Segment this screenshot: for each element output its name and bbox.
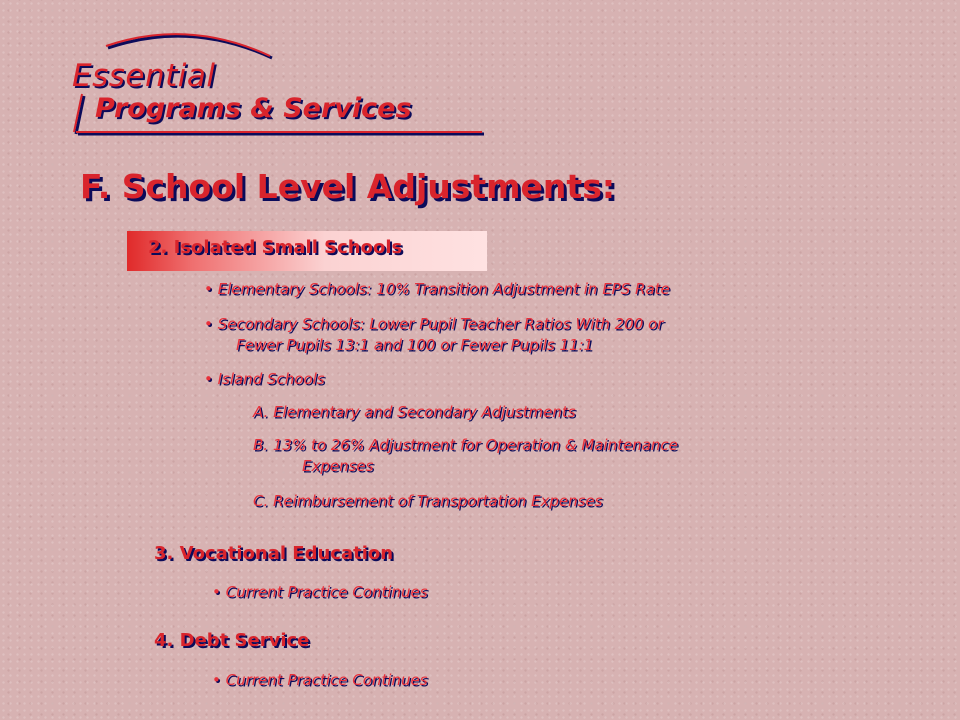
logo-essential-text: Essential [72, 58, 216, 94]
section-3-bullet: • Current Practice Continues [212, 583, 428, 601]
island-item-b-line2: Expenses [302, 457, 374, 475]
island-item-a: A. Elementary and Secondary Adjustments [253, 403, 576, 421]
bullet-island-schools: • Island Schools [204, 370, 325, 388]
bullet-secondary-schools-line2: Fewer Pupils 13:1 and 100 or Fewer Pupils 11:1 [236, 336, 594, 354]
bullet-secondary-schools-line1: • Secondary Schools: Lower Pupil Teacher Ratios With 200 or [204, 315, 664, 333]
island-item-b-line1: B. 13% to 26% Adjustment for Operation & Maintenance [253, 436, 678, 454]
island-item-c: C. Reimbursement of Transportation Expenses [253, 492, 603, 510]
section-3-title: 3. Vocational Education [154, 543, 394, 564]
section-4-title: 4. Debt Service [154, 630, 310, 651]
bullet-elementary-schools: • Elementary Schools: 10% Transition Adjustment in EPS Rate [204, 280, 670, 298]
logo-programs-services-text: Programs & Services [95, 93, 412, 124]
section-4-bullet: • Current Practice Continues [212, 671, 428, 689]
section-2-title: 2. Isolated Small Schools [148, 237, 403, 258]
page-title: F. School Level Adjustments: [80, 167, 616, 206]
